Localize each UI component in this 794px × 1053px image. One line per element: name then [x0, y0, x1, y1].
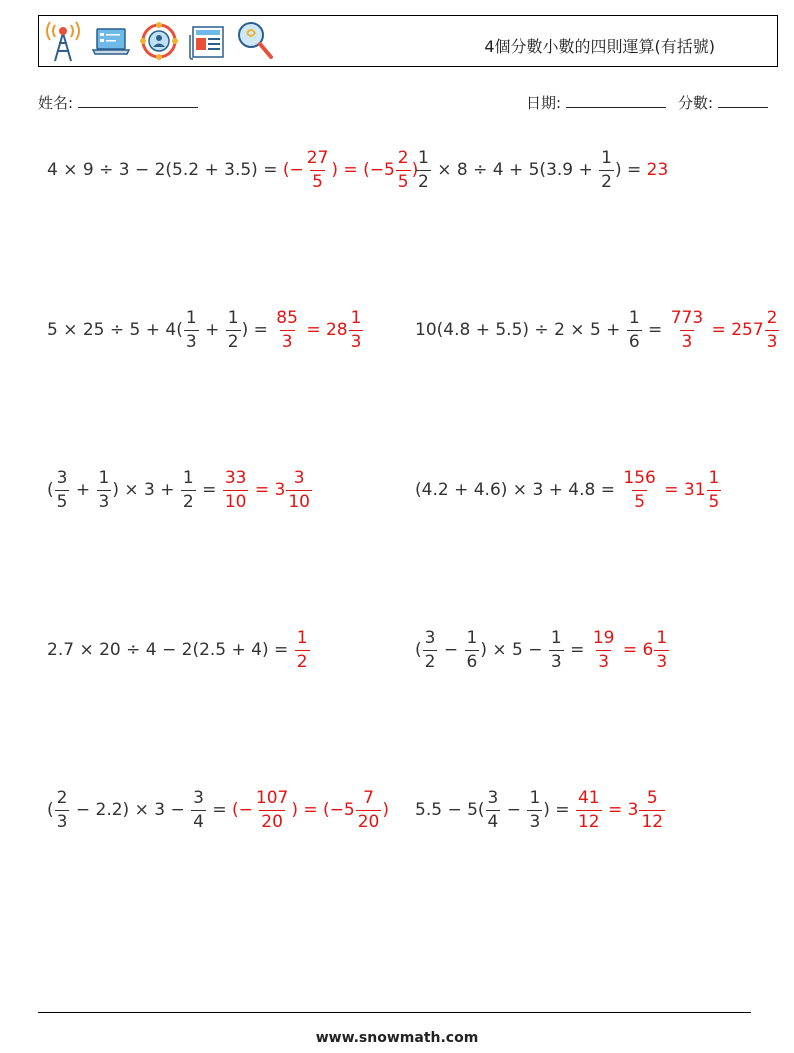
denominator: 5	[397, 171, 409, 192]
score-blank[interactable]	[718, 93, 768, 108]
answer-text: = 3	[602, 800, 639, 820]
expression-text: =	[206, 800, 232, 820]
numerator: 27	[306, 147, 329, 168]
answer-text: ) = (−5	[331, 160, 395, 180]
expression-text: ) =	[543, 800, 575, 820]
numerator: 1	[466, 627, 478, 648]
numerator: 2	[56, 787, 68, 808]
fraction	[627, 307, 642, 352]
denominator: 6	[466, 651, 478, 672]
numerator: 1	[350, 307, 362, 328]
numerator: 7	[363, 787, 374, 808]
denominator: 3	[281, 331, 293, 352]
expression-text: − 2.2) × 3 −	[70, 800, 191, 820]
numerator: 1	[98, 467, 110, 488]
numerator: 3	[56, 467, 68, 488]
expression-text: 2.7 × 20 ÷ 4 − 2(2.5 + 4) =	[47, 640, 294, 660]
numerator: 1	[628, 307, 640, 328]
expression-text: (	[47, 800, 54, 820]
denominator: 2	[601, 171, 612, 192]
numerator: 5	[646, 787, 658, 808]
fraction	[591, 627, 617, 672]
date-field	[526, 92, 666, 113]
expression-text: (	[415, 640, 422, 660]
answer-text: (−	[282, 160, 304, 180]
answer-text: = 28	[300, 320, 348, 340]
denominator: 5	[708, 491, 720, 512]
expression-text: 4 × 9 ÷ 3 − 2(5.2 + 3.5) =	[47, 160, 283, 180]
answer-text: = 6	[617, 640, 654, 660]
numerator: 85	[276, 307, 298, 328]
footer-divider	[38, 1012, 751, 1013]
answer-text: = 31	[658, 480, 706, 500]
denominator: 3	[529, 811, 541, 832]
numerator: 1	[601, 147, 612, 168]
header-icons	[43, 19, 275, 63]
fraction	[707, 467, 722, 512]
expression-text: =	[564, 640, 590, 660]
fraction	[549, 627, 564, 672]
fraction	[184, 307, 199, 352]
problem-4	[415, 304, 780, 356]
fraction	[181, 467, 196, 512]
date-label: 日期:	[526, 94, 562, 112]
worksheet-title: 4個分數小數的四則運算(有括號)	[484, 37, 715, 56]
fraction	[295, 627, 310, 672]
date-blank[interactable]	[566, 93, 666, 108]
denominator: 4	[193, 811, 204, 832]
denominator: 5	[312, 171, 323, 192]
people-circle-icon	[139, 19, 179, 63]
problem-9	[47, 784, 389, 836]
answer	[575, 787, 666, 832]
worksheet-header	[38, 15, 778, 67]
fraction	[349, 307, 364, 352]
numerator: 1	[418, 147, 429, 168]
expression-text: ) =	[241, 320, 274, 340]
answer	[222, 467, 313, 512]
problem-7	[47, 624, 311, 676]
fraction	[527, 787, 542, 832]
denominator: 2	[418, 171, 429, 192]
numerator: 773	[670, 307, 704, 328]
expression-text: +	[199, 320, 225, 340]
fraction	[223, 467, 249, 512]
expression-text: 5 × 25 ÷ 5 + 4(	[47, 320, 183, 340]
problem-8	[415, 624, 670, 676]
fraction	[621, 467, 657, 512]
name-blank[interactable]	[78, 93, 198, 108]
numerator: 1	[296, 627, 308, 648]
expression-text: −	[438, 640, 464, 660]
denominator: 3	[766, 331, 778, 352]
fraction	[274, 307, 300, 352]
answer	[647, 160, 669, 180]
fraction	[305, 147, 331, 192]
expression-text: ) =	[614, 160, 647, 180]
answer	[294, 627, 311, 672]
denominator: 12	[577, 811, 600, 832]
problem-3	[47, 304, 364, 356]
numerator: 1	[708, 467, 720, 488]
denominator: 3	[56, 811, 68, 832]
denominator: 20	[357, 811, 380, 832]
expression-text: +	[70, 480, 96, 500]
numerator: 1	[529, 787, 541, 808]
answer-text: )	[411, 160, 419, 180]
problem-6	[415, 464, 722, 516]
denominator: 3	[185, 331, 197, 352]
numerator: 1	[227, 307, 239, 328]
denominator: 2	[424, 651, 436, 672]
score-field	[678, 92, 768, 113]
denominator: 3	[550, 651, 562, 672]
fraction	[423, 627, 438, 672]
magnifier-icon	[235, 19, 275, 63]
newspaper-icon	[187, 19, 227, 63]
numerator: 19	[592, 627, 615, 648]
fraction	[55, 787, 70, 832]
fraction	[97, 467, 112, 512]
fraction	[639, 787, 665, 832]
numerator: 3	[193, 787, 204, 808]
numerator: 1	[185, 307, 197, 328]
denominator: 3	[681, 331, 693, 352]
fraction	[356, 787, 382, 832]
name-label: 姓名:	[38, 94, 74, 112]
numerator: 1	[656, 627, 668, 648]
expression-text: 10(4.8 + 5.5) ÷ 2 × 5 +	[415, 320, 626, 340]
expression-text: × 8 ÷ 4 + 5(3.9 +	[431, 160, 599, 180]
denominator: 5	[634, 491, 646, 512]
expression-text: =	[642, 320, 668, 340]
expression-text: −	[501, 800, 527, 820]
fraction	[55, 467, 70, 512]
expression-text: (4.2 + 4.6) × 3 + 4.8 =	[415, 480, 621, 500]
denominator: 2	[296, 651, 308, 672]
numerator: 2	[397, 147, 409, 168]
numerator: 3	[487, 787, 499, 808]
fraction	[286, 467, 312, 512]
answer-text: 23	[646, 160, 669, 180]
fraction	[599, 147, 614, 192]
denominator: 6	[628, 331, 640, 352]
name-field	[38, 92, 198, 113]
fraction	[226, 307, 241, 352]
answer-text: = 257	[706, 320, 764, 340]
expression-text: (	[47, 480, 54, 500]
numerator: 156	[623, 467, 656, 488]
denominator: 3	[598, 651, 610, 672]
denominator: 10	[288, 491, 310, 512]
numerator: 2	[766, 307, 778, 328]
numerator: 3	[293, 467, 305, 488]
answer	[590, 627, 670, 672]
problem-1	[47, 144, 418, 196]
numerator: 1	[182, 467, 194, 488]
answer	[282, 147, 419, 192]
denominator: 5	[56, 491, 68, 512]
expression-text: 5.5 − 5(	[415, 800, 485, 820]
answer	[273, 307, 364, 352]
fraction	[669, 307, 705, 352]
problem-10	[415, 784, 666, 836]
denominator: 4	[487, 811, 499, 832]
laptop-icon	[91, 19, 131, 63]
problem-2	[415, 144, 668, 196]
expression-text: =	[196, 480, 222, 500]
score-label: 分數:	[678, 94, 714, 112]
denominator: 12	[641, 811, 664, 832]
numerator: 33	[224, 467, 247, 488]
fraction	[654, 627, 669, 672]
fraction	[486, 787, 501, 832]
denominator: 2	[182, 491, 194, 512]
fraction	[765, 307, 780, 352]
answer-text: = 3	[249, 480, 286, 500]
numerator: 107	[255, 787, 289, 808]
fraction	[465, 627, 480, 672]
answer-text: (−	[232, 800, 253, 820]
numerator: 1	[550, 627, 562, 648]
numerator: 3	[424, 627, 436, 648]
denominator: 3	[98, 491, 110, 512]
answer	[232, 787, 390, 832]
fraction	[254, 787, 290, 832]
denominator: 3	[656, 651, 668, 672]
problem-5	[47, 464, 313, 516]
expression-text: ) × 5 −	[480, 640, 548, 660]
fraction	[416, 147, 431, 192]
denominator: 20	[261, 811, 283, 832]
expression-text: ) × 3 +	[112, 480, 180, 500]
fraction	[396, 147, 411, 192]
denominator: 10	[224, 491, 247, 512]
denominator: 3	[350, 331, 362, 352]
numerator: 41	[577, 787, 600, 808]
answer-text: ) = (−5	[291, 800, 355, 820]
antenna-icon	[43, 19, 83, 63]
fraction	[576, 787, 602, 832]
denominator: 2	[227, 331, 239, 352]
fraction	[191, 787, 206, 832]
answer	[668, 307, 781, 352]
answer	[620, 467, 722, 512]
footer-url: www.snowmath.com	[315, 1030, 479, 1046]
answer-text: )	[382, 800, 390, 820]
